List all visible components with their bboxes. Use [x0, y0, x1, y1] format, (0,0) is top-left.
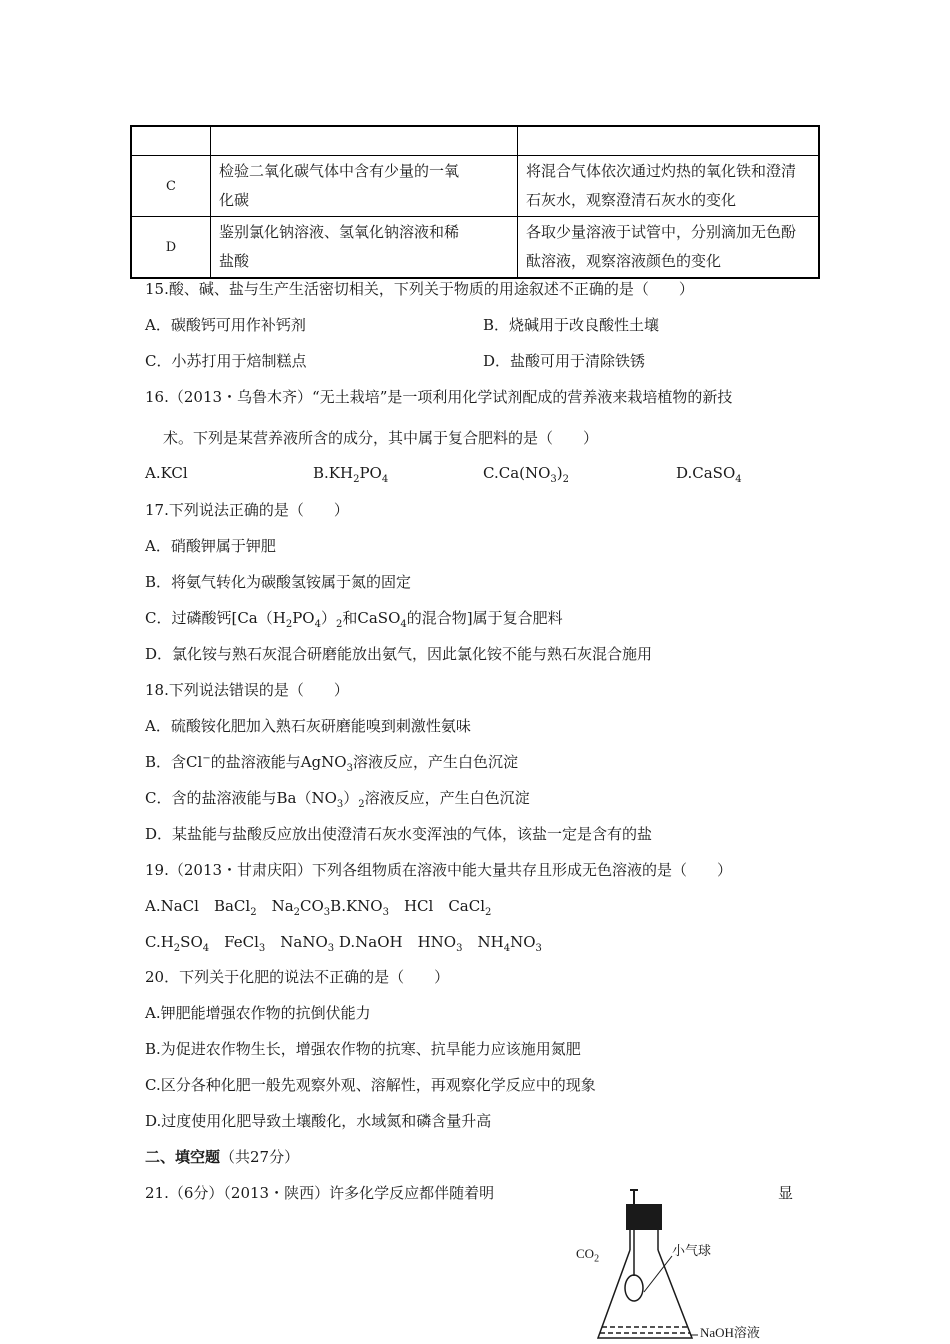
question-17-option-a: A．硝酸钾属于钾肥: [145, 537, 276, 555]
solution-icon: [600, 1327, 690, 1333]
question-20-option-a: A.钾肥能增强农作物的抗倒伏能力: [145, 1004, 371, 1022]
experiment-purpose: 检验二氧化碳气体中含有少量的一氧 化碳: [211, 156, 518, 217]
table-row: [131, 156, 819, 217]
naoh-label: NaOH溶液: [700, 1325, 760, 1340]
question-18-option-b: B．含Cl−的盐溶液能与AgNO$_3$溶液反应，产生白色沉淀: [145, 753, 518, 774]
question-18-option-a: A．硫酸铵化肥加入熟石灰研磨能嗅到刺激性氨味: [145, 717, 471, 735]
question-20-option-d: D.过度使用化肥导致土壤酸化，水域氮和磷含量升高: [145, 1112, 492, 1130]
question-16-stem-cont: 术。下列是某营养液所含的成分，其中属于复合肥料的是（ ）: [163, 429, 599, 447]
question-20-stem: 20．下列关于化肥的说法不正确的是（ ）: [145, 968, 450, 986]
question-19-stem: 19.（2013・甘肃庆阳）下列各组物质在溶液中能大量共存且形成无色溶液的是（ ）: [145, 861, 733, 879]
options-table: [130, 125, 820, 279]
question-18-stem: 18.下列说法错误的是（ ）: [145, 681, 349, 699]
table-row: [131, 126, 819, 156]
experiment-purpose: 鉴别氯化钠溶液、氢氧化钠溶液和稀 盐酸: [211, 217, 518, 279]
question-16-option-a: A.KCl: [145, 464, 188, 482]
question-19-options-cd: $C.H_2SO_4$ FeCl$_3$ NaNO$_3$ D.NaOH $HNO_3$ $NH_4NO_3$: [145, 933, 542, 954]
balloon-label: 小气球: [672, 1243, 712, 1258]
question-17-option-b: B．将氨气转化为碳酸氢铵属于氮的固定: [145, 573, 412, 591]
question-18-option-c: C．含的盐溶液能与$Ba(NO_3)_2$溶液反应，产生白色沉淀: [145, 789, 530, 810]
question-20-option-c: C.区分各种化肥一般先观察外观、溶解性，再观察化学反应中的现象: [145, 1076, 596, 1094]
question-16-option-d: D.CaSO$_4$: [676, 464, 742, 485]
question-16-option-c: $C.Ca(NO_3)_2$: [483, 464, 570, 485]
question-15-option-d: D．盐酸可用于清除铁锈: [483, 352, 646, 370]
question-18-option-d: D．某盐能与盐酸反应放出使澄清石灰水变浑浊的气体，该盐一定是含有的盐: [145, 825, 653, 843]
experiment-method: 将混合气体依次通过灼热的氧化铁和澄清 石灰水，观察澄清石灰水的变化: [518, 156, 820, 217]
question-15-option-a: A．碳酸钙可用作补钙剂: [145, 316, 306, 334]
flask-icon: [598, 1250, 692, 1338]
table-row: [131, 217, 819, 279]
option-label: C: [131, 156, 211, 217]
co2-label: $CO_2$: [576, 1246, 600, 1265]
question-15-stem: 15.酸、碱、盐与生产生活密切相关，下列关于物质的用途叙述不正确的是（ ）: [145, 280, 694, 298]
question-17-stem: 17.下列说法正确的是（ ）: [145, 501, 349, 519]
question-16-stem: 16.（2013・乌鲁木齐）“无土栽培”是一项利用化学试剂配成的营养液来栽培植物的新技: [145, 388, 733, 406]
option-label: D: [131, 217, 211, 279]
question-17-option-c: C．过磷酸钙[$Ca(H_2PO_4)_2$和CaSO$_4$的混合物]属于复合肥料: [145, 609, 563, 630]
section-heading: 二、填空题（共27分）: [145, 1148, 300, 1166]
question-21-stem-tail: 显: [778, 1184, 794, 1202]
balloon-icon: [625, 1275, 643, 1301]
question-20-option-b: B.为促进农作物生长，增强农作物的抗寒、抗旱能力应该施用氮肥: [145, 1040, 581, 1058]
question-19-options-ab: A.NaCl BaCl$_2$ $Na_2CO_3B.KNO_3$ HCl CaCl$_2$: [145, 897, 492, 918]
question-21-stem: 21.（6分）（2013・陕西）许多化学反应都伴随着明: [145, 1184, 495, 1202]
experiment-method: 各取少量溶液于试管中，分别滴加无色酚 酞溶液，观察溶液颜色的变化: [518, 217, 820, 279]
question-16-option-b: $B.KH_2PO_4$: [313, 464, 389, 485]
stopper-icon: [626, 1204, 662, 1230]
question-15-option-c: C．小苏打用于焙制糕点: [145, 352, 307, 370]
question-15-option-b: B．烧碱用于改良酸性土壤: [483, 316, 660, 334]
question-17-option-d: D．氯化铵与熟石灰混合研磨能放出氨气，因此氯化铵不能与熟石灰混合施用: [145, 645, 653, 663]
flask-figure: [560, 1188, 800, 1344]
